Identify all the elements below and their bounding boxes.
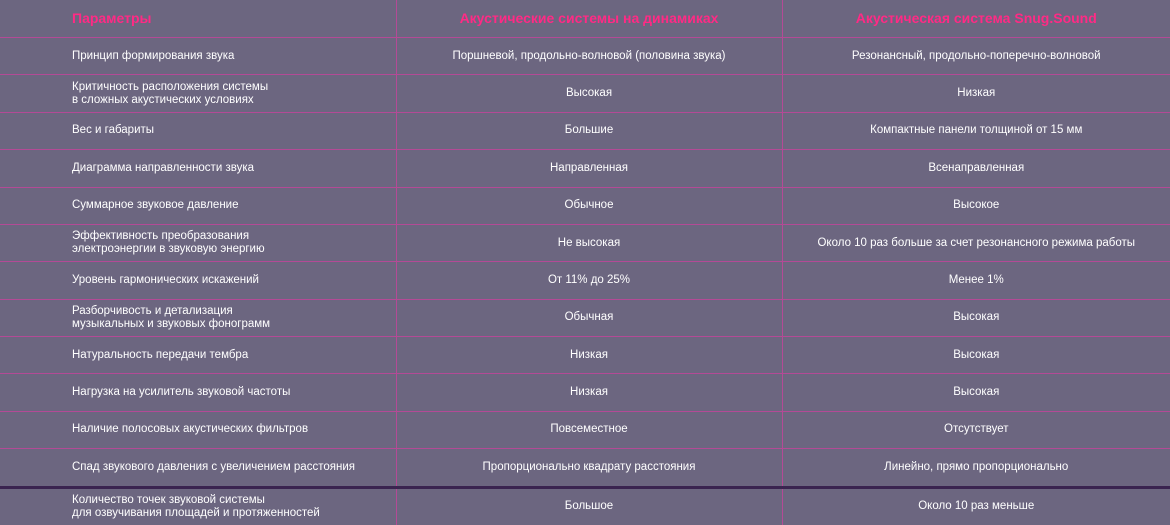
speaker-systems-value: Пропорционально квадрату расстояния bbox=[396, 449, 782, 487]
speaker-systems-value: Поршневой, продольно-волновой (половина звука) bbox=[396, 38, 782, 75]
speaker-systems-value: Большие bbox=[396, 112, 782, 149]
table-row bbox=[0, 150, 1170, 187]
parameter-text: Количество точек звуковой системы bbox=[72, 493, 265, 506]
table-row bbox=[0, 75, 1170, 112]
snug-sound-value: Около 10 раз меньше bbox=[782, 487, 1170, 525]
parameter-text: музыкальных и звуковых фонограмм bbox=[72, 317, 271, 330]
parameter-cell bbox=[0, 411, 396, 448]
speaker-systems-value: Обычная bbox=[396, 299, 782, 336]
parameter-cell bbox=[0, 337, 396, 374]
parameter-text: для озвучивания площадей и протяженностей bbox=[72, 506, 320, 519]
parameter-cell bbox=[0, 150, 396, 187]
parameter-text: Нагрузка на усилитель звуковой частоты bbox=[72, 386, 291, 399]
parameter-cell bbox=[0, 75, 396, 112]
snug-sound-value: Всенаправленная bbox=[782, 150, 1170, 187]
speaker-systems-value: Низкая bbox=[396, 337, 782, 374]
parameter-cell bbox=[0, 38, 396, 75]
snug-sound-value: Около 10 раз больше за счет резонансного режима работы bbox=[782, 224, 1170, 261]
parameter-cell bbox=[0, 449, 396, 487]
parameter-text: Суммарное звуковое давление bbox=[72, 199, 239, 212]
parameter-text: Наличие полосовых акустических фильтров bbox=[72, 423, 309, 436]
parameter-text: Уровень гармонических искажений bbox=[72, 273, 259, 286]
parameter-text: Спад звукового давления с увеличением расстояния bbox=[72, 460, 355, 473]
table-row bbox=[0, 262, 1170, 299]
snug-sound-value: Резонансный, продольно-поперечно-волновой bbox=[782, 38, 1170, 75]
table-row bbox=[0, 374, 1170, 411]
parameter-cell bbox=[0, 299, 396, 336]
parameter-cell bbox=[0, 374, 396, 411]
parameter-text: Диаграмма направленности звука bbox=[72, 161, 255, 174]
speaker-systems-value: Направленная bbox=[396, 150, 782, 187]
snug-sound-value: Компактные панели толщиной от 15 мм bbox=[782, 112, 1170, 149]
table-row bbox=[0, 112, 1170, 149]
table-row bbox=[0, 411, 1170, 448]
header-speaker-systems: Акустические системы на динамиках bbox=[396, 0, 782, 38]
speaker-systems-value: Повсеместное bbox=[396, 411, 782, 448]
snug-sound-value: Высокая bbox=[782, 299, 1170, 336]
table-row bbox=[0, 337, 1170, 374]
speaker-systems-value: Обычное bbox=[396, 187, 782, 224]
table-body bbox=[0, 38, 1170, 525]
snug-sound-value: Высокая bbox=[782, 374, 1170, 411]
header-parameters: Параметры bbox=[0, 0, 396, 38]
parameter-text: Вес и габариты bbox=[72, 124, 155, 137]
snug-sound-value: Низкая bbox=[782, 75, 1170, 112]
table-row bbox=[0, 187, 1170, 224]
snug-sound-value: Менее 1% bbox=[782, 262, 1170, 299]
speaker-systems-value: От 11% до 25% bbox=[396, 262, 782, 299]
parameter-text: Эффективность преобразования bbox=[72, 230, 250, 243]
parameter-text: Критичность расположения системы bbox=[72, 80, 269, 93]
parameter-text: электроэнергии в звуковую энергию bbox=[72, 243, 265, 256]
header-snug-sound: Акустическая система Snug.Sound bbox=[782, 0, 1170, 38]
speaker-systems-value: Большое bbox=[396, 487, 782, 525]
table-row bbox=[0, 487, 1170, 525]
parameter-cell bbox=[0, 262, 396, 299]
parameter-cell bbox=[0, 224, 396, 261]
snug-sound-value: Высокая bbox=[782, 337, 1170, 374]
parameter-text: Разборчивость и детализация bbox=[72, 304, 233, 317]
parameter-cell bbox=[0, 187, 396, 224]
speaker-systems-value: Не высокая bbox=[396, 224, 782, 261]
snug-sound-value: Отсутствует bbox=[782, 411, 1170, 448]
table-row bbox=[0, 224, 1170, 261]
speaker-systems-value: Низкая bbox=[396, 374, 782, 411]
table-header bbox=[0, 0, 1170, 38]
parameter-text: Натуральность передачи тембра bbox=[72, 348, 249, 361]
parameter-cell bbox=[0, 112, 396, 149]
table-row bbox=[0, 449, 1170, 487]
table-row bbox=[0, 38, 1170, 75]
parameter-cell bbox=[0, 487, 396, 525]
speaker-systems-value: Высокая bbox=[396, 75, 782, 112]
snug-sound-value: Линейно, прямо пропорционально bbox=[782, 449, 1170, 487]
parameter-text: в сложных акустических условиях bbox=[72, 93, 254, 106]
table-row bbox=[0, 299, 1170, 336]
snug-sound-value: Высокое bbox=[782, 187, 1170, 224]
parameter-text: Принцип формирования звука bbox=[72, 49, 235, 62]
